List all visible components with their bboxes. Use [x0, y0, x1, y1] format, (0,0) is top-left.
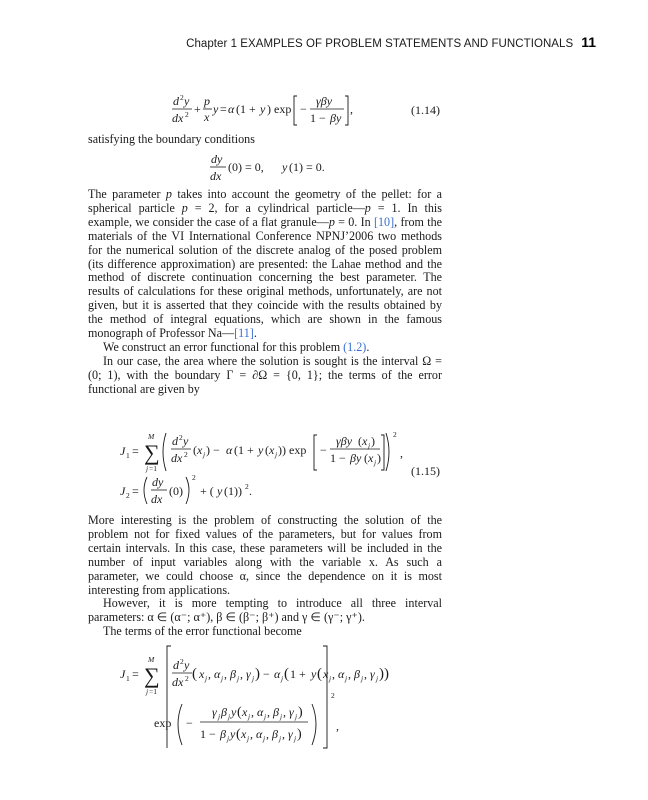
svg-text:y: y: [258, 443, 264, 457]
svg-text:=: =: [132, 667, 139, 681]
svg-text:=: =: [132, 484, 139, 498]
svg-text:y: y: [230, 727, 236, 741]
svg-text:β: β: [230, 667, 236, 681]
svg-text:1 −: 1 −: [330, 451, 346, 465]
svg-text:j: j: [280, 712, 283, 721]
paragraph-construct: We construct an error functional for this problem (1.2).: [103, 339, 370, 354]
svg-text:2: 2: [192, 473, 196, 482]
svg-text:y: y: [184, 658, 190, 672]
svg-text:) −: ) −: [206, 443, 220, 457]
svg-text:(0): (0): [169, 484, 183, 498]
svg-text:j: j: [205, 674, 208, 683]
svg-text:dx: dx: [172, 675, 184, 689]
svg-text:dx: dx: [171, 451, 183, 465]
svg-text:j: j: [294, 734, 297, 743]
svg-text:−: −: [320, 443, 327, 457]
svg-text:)) exp: )) exp: [278, 443, 307, 457]
svg-text:j: j: [247, 734, 250, 743]
svg-text:α: α: [338, 667, 345, 681]
svg-text:=: =: [132, 444, 139, 458]
svg-text:y: y: [231, 705, 237, 719]
svg-text:(: (: [284, 666, 289, 682]
svg-text:J: J: [120, 667, 126, 681]
svg-text:γβy: γβy: [316, 94, 333, 108]
running-header: [180, 34, 596, 52]
svg-text:d: d: [172, 434, 178, 448]
svg-text:α: α: [228, 102, 235, 116]
svg-text:−: −: [263, 667, 270, 681]
paragraph-area: In our case, the area where the solution is sought is the interval Ω = (0; 1), with the boundary Γ = ∂Ω = {0, 1}; the terms of the error functional are given by: [88, 353, 442, 396]
svg-text:j: j: [275, 450, 278, 459]
svg-text:J: J: [120, 484, 126, 498]
svg-text:1 +: 1 +: [290, 667, 306, 681]
svg-text:(: (: [236, 727, 241, 742]
svg-text:): ): [297, 727, 302, 742]
svg-text:y: y: [260, 102, 266, 116]
svg-text:j: j: [237, 674, 240, 683]
svg-text:α: α: [256, 727, 263, 741]
paragraph-however: However, it is more tempting to introduce all three interval parameters: α ∈ (α⁻; α⁺), β ∈ (β⁻; β⁺) and γ ∈ (γ⁻; γ⁺).: [88, 596, 442, 625]
svg-text:2: 2: [393, 430, 397, 439]
svg-text:β: β: [220, 727, 226, 741]
svg-text:γβy: γβy: [336, 434, 353, 448]
svg-text:): ): [371, 434, 375, 448]
svg-text:,: ,: [332, 667, 335, 681]
svg-text:(: (: [358, 434, 362, 448]
svg-text:x: x: [362, 434, 368, 448]
paragraph-block-main: [88, 188, 442, 397]
svg-text:dy: dy: [152, 475, 164, 489]
svg-text:M: M: [148, 655, 155, 664]
svg-text:α: α: [257, 705, 264, 719]
svg-text:j: j: [203, 450, 206, 459]
svg-text:j: j: [368, 441, 371, 450]
svg-text:γ: γ: [212, 705, 217, 719]
svg-text:2: 2: [185, 110, 189, 119]
svg-text:1 −: 1 −: [200, 727, 216, 741]
svg-text:=1: =1: [149, 464, 157, 473]
svg-text:β: β: [354, 667, 360, 681]
svg-text:x: x: [204, 110, 210, 124]
svg-text:α: α: [226, 443, 233, 457]
equation-1-15: [120, 428, 420, 512]
svg-text:exp: exp: [154, 716, 172, 730]
text-boundary-intro: satisfying the boundary conditions: [88, 132, 255, 146]
svg-text:=: =: [220, 102, 227, 116]
svg-text:j: j: [281, 674, 284, 683]
svg-text:j: j: [146, 687, 149, 696]
svg-text:βy: βy: [350, 451, 362, 465]
paragraph-more-interesting: More interesting is the problem of constructing the solution of the problem not for fixed values of the parameters, but for values from certain intervals. In this case, these parameters will be included in the number of input variables along with the variable x. As such a parameter, we could choose α, since the dependence on it is most interesting from applications.: [88, 513, 442, 597]
svg-text:): ): [298, 705, 303, 720]
svg-text:,: ,: [240, 667, 243, 681]
svg-text:j: j: [146, 464, 149, 473]
svg-text:x: x: [368, 451, 374, 465]
svg-text:p: p: [204, 94, 210, 108]
svg-text:dx: dx: [172, 111, 184, 125]
equation-number-1-15: (1.15): [411, 464, 440, 478]
svg-text:y: y: [311, 667, 317, 681]
svg-text:−: −: [186, 716, 193, 730]
svg-text:2: 2: [245, 482, 249, 491]
svg-text:j: j: [218, 712, 221, 721]
svg-text:2: 2: [184, 450, 188, 459]
svg-text:y: y: [183, 434, 189, 448]
svg-text:d: d: [173, 658, 179, 672]
svg-text:,: ,: [283, 705, 286, 719]
svg-text:dx: dx: [151, 492, 163, 506]
svg-text:∑: ∑: [144, 663, 160, 688]
running-title: Chapter 1 EXAMPLES OF PROBLEM STATEMENTS AND FUNCTIONALS: [186, 38, 574, 50]
svg-text:,: ,: [266, 727, 269, 741]
svg-text:x: x: [197, 443, 203, 457]
svg-text:β: β: [272, 727, 278, 741]
paragraph-terms: The terms of the error functional become: [103, 624, 302, 639]
svg-text:j: j: [227, 734, 230, 743]
svg-text:j: j: [252, 674, 255, 683]
svg-text:,: ,: [348, 667, 351, 681]
svg-text:j: j: [345, 674, 348, 683]
svg-text:,: ,: [282, 727, 285, 741]
svg-text:γ: γ: [246, 667, 251, 681]
svg-text:j: j: [295, 712, 298, 721]
svg-text:M: M: [148, 432, 155, 441]
svg-text:): ): [255, 666, 260, 682]
svg-text:=1: =1: [149, 687, 157, 696]
paragraph-block-second: [88, 514, 442, 639]
svg-text:1: 1: [126, 674, 130, 683]
svg-text:βy: βy: [330, 111, 342, 125]
svg-text:(: (: [193, 443, 197, 457]
svg-text:dx: dx: [210, 169, 222, 183]
svg-text:x: x: [323, 667, 329, 681]
svg-text:,: ,: [350, 102, 353, 116]
svg-text:.: .: [249, 484, 252, 498]
svg-text:j: j: [228, 712, 231, 721]
citation-link-10[interactable]: [10]: [373, 214, 395, 229]
svg-text:j: j: [329, 674, 332, 683]
svg-text:)): )): [379, 666, 389, 682]
svg-text:2: 2: [180, 657, 184, 666]
svg-text:,: ,: [336, 719, 339, 733]
svg-text:x: x: [241, 727, 247, 741]
svg-text:x: x: [269, 443, 275, 457]
svg-text:dy: dy: [211, 152, 223, 166]
svg-text:j: j: [374, 458, 377, 467]
svg-text:y: y: [213, 102, 219, 116]
svg-text:(: (: [192, 666, 197, 682]
svg-text:,: ,: [224, 667, 227, 681]
svg-text:+ (: + (: [200, 484, 214, 498]
equation-link-1-2[interactable]: (1.2): [343, 339, 367, 354]
svg-text:2: 2: [331, 691, 335, 700]
svg-text:β: β: [221, 705, 227, 719]
svg-text:(1)): (1)): [224, 484, 242, 498]
equation-number-1-14: (1.14): [411, 103, 440, 117]
svg-text:(: (: [265, 443, 269, 457]
svg-text:(1) = 0.: (1) = 0.: [289, 160, 325, 174]
svg-text:(0) = 0,: (0) = 0,: [228, 160, 264, 174]
svg-text:J: J: [120, 444, 126, 458]
svg-text:,: ,: [267, 705, 270, 719]
svg-text:(: (: [237, 705, 242, 720]
svg-text:,: ,: [250, 727, 253, 741]
svg-text:γ: γ: [370, 667, 375, 681]
svg-text:): ): [377, 451, 381, 465]
svg-text:γ: γ: [289, 705, 294, 719]
svg-text:y: y: [282, 160, 288, 174]
page-number: 11: [581, 34, 596, 50]
svg-text:α: α: [274, 667, 281, 681]
svg-text:y: y: [217, 484, 223, 498]
equation-1-14: [170, 92, 370, 128]
svg-text:,: ,: [400, 446, 403, 460]
svg-text:j: j: [376, 674, 379, 683]
svg-text:j: j: [264, 712, 267, 721]
svg-text:2: 2: [185, 674, 189, 683]
svg-text:1 −: 1 −: [310, 111, 326, 125]
citation-link-11[interactable]: [11]: [234, 326, 254, 341]
svg-text:,: ,: [208, 667, 211, 681]
svg-text:j: j: [248, 712, 251, 721]
svg-text:α: α: [214, 667, 221, 681]
svg-text:,: ,: [251, 705, 254, 719]
svg-text:γ: γ: [288, 727, 293, 741]
equation-j1-interval: [120, 640, 420, 752]
svg-text:+: +: [194, 102, 201, 116]
svg-text:2: 2: [126, 491, 130, 500]
equation-boundary-conditions: [208, 151, 338, 185]
svg-text:j: j: [279, 734, 282, 743]
paragraph-boundary-intro: [88, 133, 442, 147]
svg-text:j: j: [361, 674, 364, 683]
svg-text:2: 2: [179, 433, 183, 442]
svg-text:,: ,: [364, 667, 367, 681]
svg-text:x: x: [199, 667, 205, 681]
svg-text:d: d: [173, 94, 179, 108]
svg-text:2: 2: [180, 93, 184, 102]
svg-text:(1 +: (1 +: [234, 443, 254, 457]
svg-text:y: y: [184, 94, 190, 108]
svg-text:β: β: [273, 705, 279, 719]
svg-text:j: j: [263, 734, 266, 743]
svg-text:(1 +: (1 +: [236, 102, 256, 116]
svg-text:(: (: [364, 451, 368, 465]
svg-text:−: −: [300, 102, 307, 116]
paragraph-parameter: The parameter p takes into account the geometry of the pellet: for a spherical particle p = 2, for a cylindrical particle—p = 1. In this example, we consider the case of a flat granule—p = 0. In [10], from the materials of the VI International Conference NPNJ’2006 two methods for the numerical solution of the discrete analog of the posed problem (its difference approximation) are presented: the Lahae method and the method of discrete continuation concerning the best parameter. The results of calculations for these original methods, unfortunately, are not given, but it is asserted that they coincide with the results obtained by the method of integral equations, which are shown in the famous monograph of Professor Na—[11].: [88, 187, 443, 341]
svg-text:1: 1: [126, 451, 130, 460]
svg-text:∑: ∑: [144, 440, 160, 465]
svg-text:(: (: [317, 666, 322, 682]
svg-text:j: j: [221, 674, 224, 683]
svg-text:) exp: ) exp: [267, 102, 292, 116]
svg-text:x: x: [242, 705, 248, 719]
